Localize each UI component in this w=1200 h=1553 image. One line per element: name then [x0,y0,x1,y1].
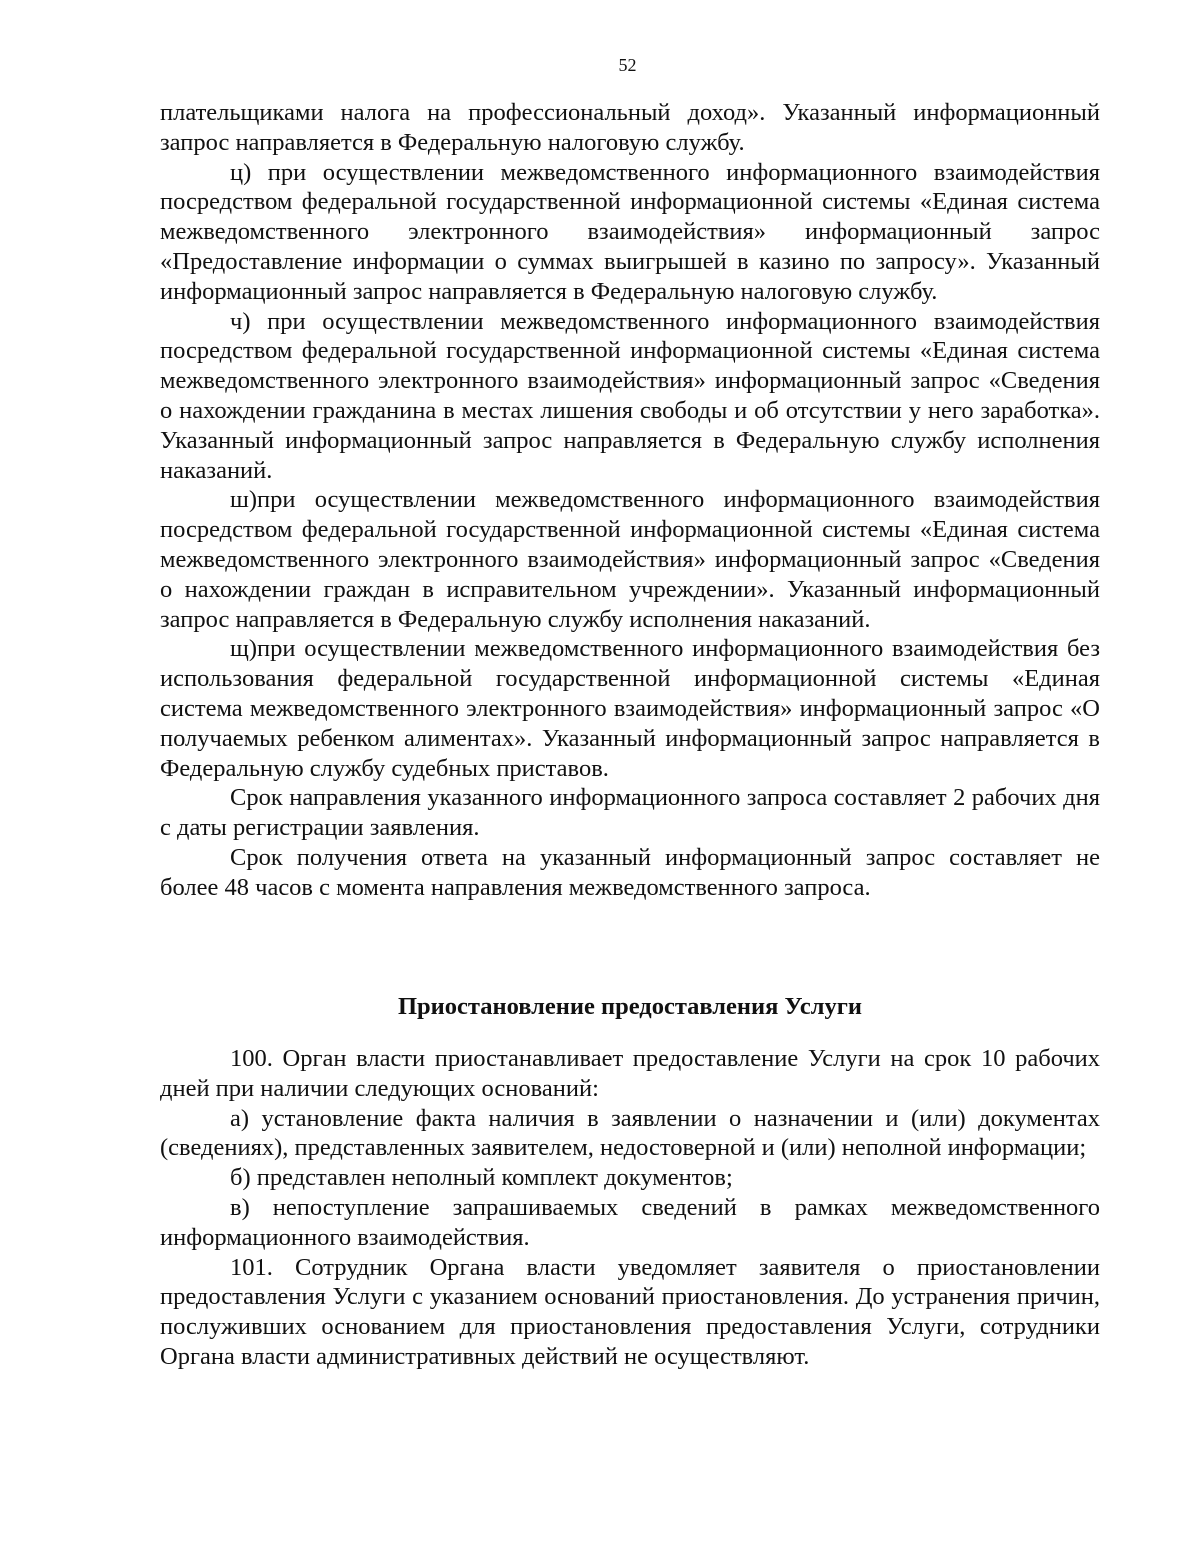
paragraph-item-ts: ц) при осуществлении межведомственного информационного взаимодействия посредством федеральной государственной информационной системы «Единая система межведомственного электронного взаимодействия» информационный запрос «Предоставление информации о суммах выигрышей в казино по запросу». Указанный информационный запрос направляется в Федеральную налоговую службу. [160,158,1100,305]
suspension-section-body [160,1044,1100,1372]
paragraph-response-term: Срок получения ответа на указанный информационный запрос составляет не более 48 часов с момента направления межведомственного запроса. [160,843,1100,901]
paragraph-continuation: плательщиками налога на профессиональный доход». Указанный информационный запрос направляется в Федеральную налоговую службу. [160,99,1100,156]
document-body [160,98,1100,903]
paragraph-100-a: а) установление факта наличия в заявлении о назначении и (или) документах (сведениях), представленных заявителем, недостоверной и (или) неполной информации; [160,1104,1100,1162]
paragraph-request-term: Срок направления указанного информационного запроса составляет 2 рабочих дня с даты регистрации заявления. [160,784,1100,842]
paragraph-item-shch: щ)при осуществлении межведомственного информационного взаимодействия без использования федеральной государственной информационной системы «Единая система межведомственного электронного взаимодействия» информационный запрос «О получаемых ребенком алиментах». Указанный информационный запрос направляется в Федеральную службу судебных приставов. [160,635,1100,782]
paragraph-item-sh: ш)при осуществлении межведомственного информационного взаимодействия посредством федеральной государственной информационной системы «Единая система межведомственного электронного взаимодействия» информационный запрос «Сведения о нахождении граждан в исправительном учреждении». Указанный информационный запрос направляется в Федеральную службу исполнения наказаний. [160,486,1100,633]
paragraph-item-ch: ч) при осуществлении межведомственного информационного взаимодействия посредством федеральной государственной информационной системы «Единая система межведомственного электронного взаимодействия» информационный запрос «Сведения о нахождении гражданина в местах лишения свободы и об отсутствии у него заработка». Указанный информационный запрос направляется в Федеральную службу исполнения наказаний. [160,307,1100,484]
page-number: 52 [618,55,637,75]
paragraph-100: 100. Орган власти приостанавливает предоставление Услуги на срок 10 рабочих дней при наличии следующих оснований: [160,1045,1100,1102]
paragraph-100-v: в) непоступление запрашиваемых сведений в рамках межведомственного информационного взаимодействия. [160,1193,1100,1251]
paragraph-101: 101. Сотрудник Органа власти уведомляет заявителя о приостановлении предоставления Услуги с указанием оснований приостановления. До устранения причин, послуживших основанием для приостановления предоставления Услуги, сотрудники Органа власти административных действий не осуществляют. [160,1253,1100,1370]
section-heading: Приостановление предоставления Услуги [397,993,862,1020]
paragraph-100-b: б) представлен неполный комплект документов; [230,1164,733,1192]
